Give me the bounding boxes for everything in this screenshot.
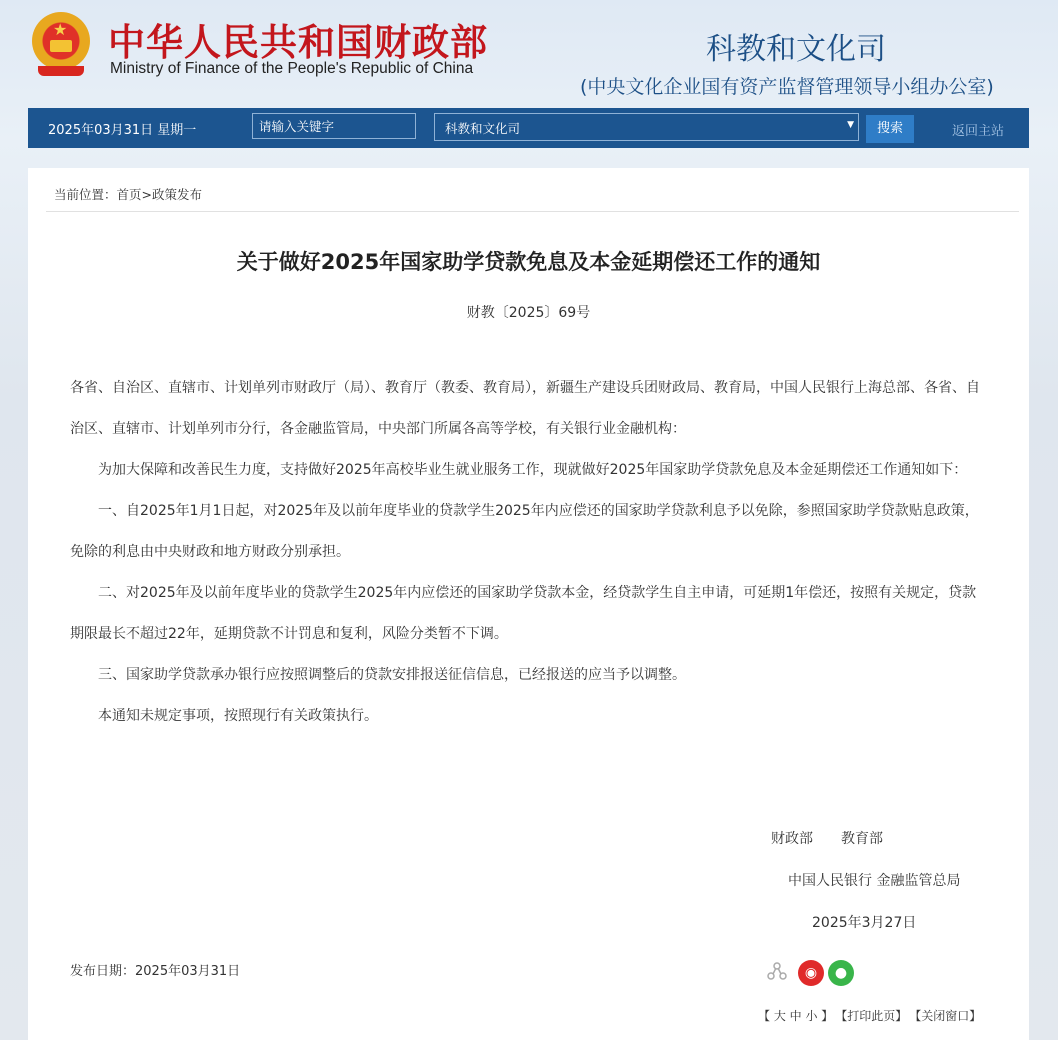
document-number: 财教〔2025〕69号 (466, 305, 591, 321)
article-paragraph: 一、自2025年1月1日起，对2025年及以前年度毕业的贷款学生2025年内应偿还的国家助学贷款利息予以免除，参照国家助学贷款贴息政策，免除的利息由中央财政和地方财政分别承担。 (70, 503, 979, 560)
site-title-en[interactable]: Ministry of Finance of the People's Republic of China (110, 60, 474, 77)
breadcrumb-home[interactable]: 首页 (116, 187, 142, 202)
article-paragraph: 为加大保障和改善民生力度，支持做好2025年高校毕业生就业服务工作，现就做好2025年国家助学贷款免息及本金延期偿还工作通知如下： (98, 462, 968, 478)
article-paragraph: 各省、自治区、直辖市、计划单列市财政厅（局）、教育厅（教委、教育局），新疆生产建设兵团财政局、教育局，中国人民银行上海总部、各省、自治区、直辖市、计划单列市分行，各金融监管局，中央部门所属各高等学校，有关银行业金融机构： (70, 380, 980, 437)
divider (46, 211, 1019, 212)
return-home-link[interactable]: 返回主站 (952, 124, 1005, 139)
breadcrumb-separator: > (141, 187, 153, 202)
dropdown-arrow-icon: ▼ (847, 120, 854, 130)
search-button[interactable]: 搜索 (866, 115, 914, 143)
national-emblem-icon: ★ (28, 10, 94, 80)
wechat-icon[interactable]: ● (828, 960, 854, 986)
article-paragraph: 二、对2025年及以前年度毕业的贷款学生2025年内应偿还的国家助学贷款本金，经贷款学生自主申请，可延期1年偿还，按照有关规定，贷款期限最长不超过22年，延期贷款不计罚息和复利，风险分类暂不下调。 (70, 585, 977, 642)
site-header (0, 0, 1058, 108)
font-size-control[interactable]: 【 大 中 小 】 (758, 1009, 834, 1023)
site-title-cn[interactable]: 中华人民共和国财政部 (108, 21, 488, 64)
article-paragraph: 三、国家助学贷款承办银行应按照调整后的贷款安排报送征信信息，已经报送的应当予以调整。 (98, 667, 686, 683)
department-select-value: 科教和文化司 (445, 121, 521, 136)
close-window-link[interactable]: 【关闭窗口】 (915, 1009, 982, 1023)
department-name: 科教和文化司 (706, 32, 886, 67)
print-page-link[interactable]: 【打印此页】 (841, 1009, 908, 1023)
nav-bar (28, 108, 1029, 148)
signature-issuers-1: 财政部 教育部 (771, 831, 883, 847)
breadcrumb (54, 185, 202, 203)
content-panel (28, 168, 1029, 1040)
department-subtitle: (中央文化企业国有资产监督管理领导小组办公室) (580, 76, 994, 98)
article-title: 关于做好2025年国家助学贷款免息及本金延期偿还工作的通知 (236, 250, 821, 274)
current-date: 2025年03月31日 星期一 (48, 123, 197, 138)
article-body (70, 368, 988, 737)
article-paragraph: 本通知未规定事项，按照现行有关政策执行。 (98, 708, 378, 724)
department-select[interactable] (434, 113, 859, 141)
breadcrumb-label: 当前位置： (54, 187, 117, 202)
signature-issuers-2: 中国人民银行 金融监管总局 (788, 873, 961, 889)
breadcrumb-section[interactable]: 政策发布 (152, 187, 203, 202)
publish-date: 发布日期：2025年03月31日 (70, 964, 241, 979)
share-icon[interactable] (766, 961, 788, 983)
signature-date: 2025年3月27日 (812, 915, 917, 931)
search-input[interactable] (252, 113, 416, 139)
page-tools (758, 1007, 989, 1024)
weibo-icon[interactable]: ◉ (798, 960, 824, 986)
